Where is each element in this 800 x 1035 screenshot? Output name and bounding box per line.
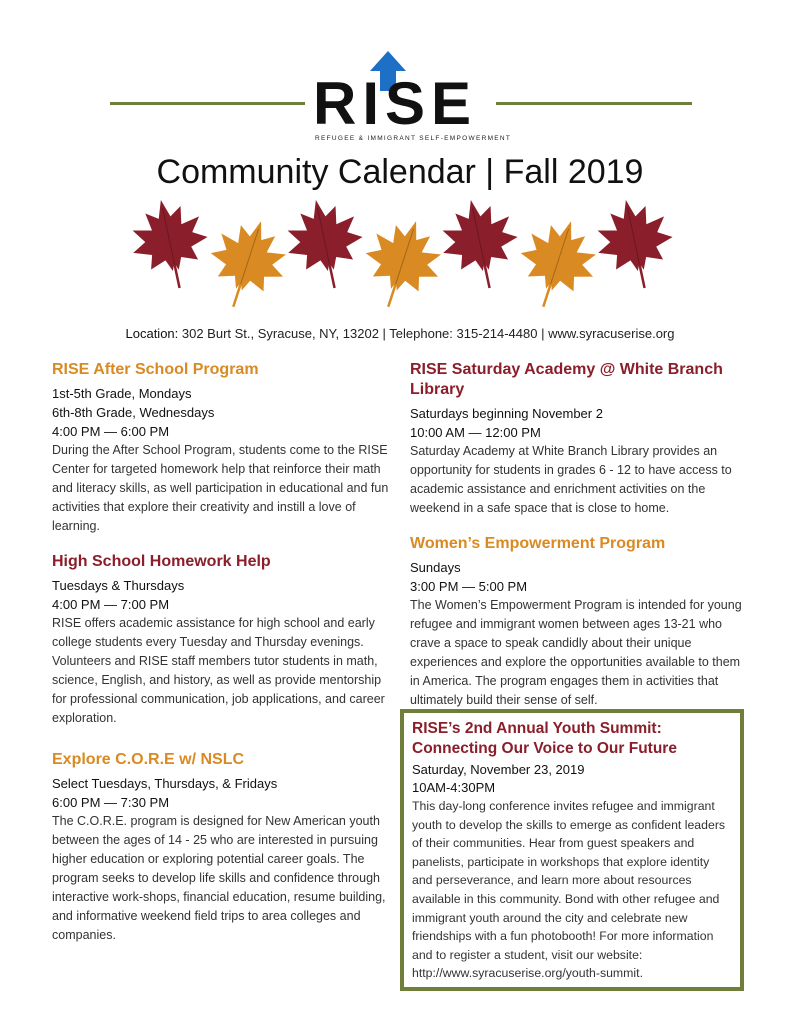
- program-title: RISE Saturday Academy @ White Branch Library: [410, 361, 723, 398]
- program-section: [410, 534, 750, 710]
- program-description: The Women’s Empowerment Program is intended for young refugee and immigrant women between ages 13-21 who crave a space to speak candidly about their unique experiences and explore the opportunities available to them in America. The program engages them in activities that ultimately build their sense of self.: [410, 598, 742, 707]
- orange-leaf-icon: [352, 209, 452, 315]
- left-column: [52, 360, 392, 961]
- program-meta: Select Tuesdays, Thursdays, & Fridays: [52, 776, 278, 791]
- program-section: [52, 360, 392, 536]
- page-header: [0, 0, 800, 191]
- location-text: 302 Burt St., Syracuse, NY, 13202 | Telephone: 315-214-4480 | www.syracuserise.org: [178, 326, 675, 341]
- program-meta: 3:00 PM — 5:00 PM: [410, 579, 528, 594]
- logo-letters: RISE: [313, 70, 478, 137]
- program-section: [52, 750, 392, 945]
- header-rule-right: [496, 102, 692, 105]
- contact-line: [0, 326, 800, 341]
- program-title: Explore C.O.R.E w/ NSLC: [52, 751, 245, 768]
- program-description: RISE offers academic assistance for high school and early college students every Tuesday and Thursday evenings. Volunteers and RISE staff members tutor students in math, science, English, and history, as well as provide mentorship for professional communication, job applications, and career exploration.: [52, 616, 385, 725]
- program-title: Women’s Empowerment Program: [410, 535, 666, 552]
- program-description: Saturday Academy at White Branch Library provides an opportunity for students in grades 6 - 12 to have access to academic assistance and enrichment activities on the weekend in a safe space that is close to home.: [410, 444, 732, 515]
- maroon-leaf-icon: [279, 195, 372, 296]
- header-rule-left: [110, 102, 305, 105]
- summit-date: Saturday, November 23, 2019: [412, 762, 585, 777]
- program-meta: 10:00 AM — 12:00 PM: [410, 425, 541, 440]
- logo-tagline: REFUGEE & IMMIGRANT SELF-EMPOWERMENT: [315, 135, 512, 142]
- program-meta: 6th-8th Grade, Wednesdays: [52, 405, 215, 420]
- orange-leaf-icon: [507, 209, 607, 315]
- maroon-leaf-icon: [130, 195, 217, 296]
- program-meta: Saturdays beginning November 2: [410, 406, 603, 421]
- program-meta: 6:00 PM — 7:30 PM: [52, 795, 170, 810]
- right-column: [410, 360, 750, 726]
- page-title: Community Calendar | Fall 2019: [156, 153, 644, 191]
- program-title: High School Homework Help: [52, 553, 271, 570]
- youth-summit-box: [400, 709, 744, 991]
- program-meta: Sundays: [410, 560, 461, 575]
- maroon-leaf-icon: [589, 195, 675, 296]
- maroon-leaf-icon: [434, 195, 527, 296]
- program-meta: 4:00 PM — 6:00 PM: [52, 424, 170, 439]
- summit-description: This day-long conference invites refugee and immigrant youth to develop the skills to emerge as confident leaders of their communities. Hear from guest speakers and panelists, participate in workshops that explore identity and perseverance, and learn more about resources available in this community. Bond with other refugee and immigrant youth around the city and celebrate new friendships with a fun photobooth! For more information and to register a student, visit our website: http://www.syracuserise.org/youth-summit.: [412, 799, 726, 981]
- rise-logo: [305, 45, 512, 145]
- summit-title: RISE’s 2nd Annual Youth Summit: Connecting Our Voice to Our Future: [412, 720, 677, 757]
- summit-time: 10AM-4:30PM: [412, 780, 496, 795]
- location-label: Location:: [125, 326, 179, 341]
- program-meta: 1st-5th Grade, Mondays: [52, 386, 192, 401]
- autumn-leaves-banner: [130, 195, 675, 315]
- program-section: [52, 552, 392, 728]
- orange-leaf-icon: [197, 209, 297, 315]
- program-meta: 4:00 PM — 7:00 PM: [52, 597, 170, 612]
- program-description: During the After School Program, students come to the RISE Center for targeted homework help that reinforce their math and literacy skills, as well participation in educational and fun activities that explore their creativity and instill a love of learning.: [52, 443, 389, 533]
- program-description: The C.O.R.E. program is designed for New American youth between the ages of 14 - 25 who are interested in pursuing higher education or exploring potential career goals. The program seeks to develop life skills and confidence through interactive work-shops, financial education, resume building, and informative weekend field trips to area colleges and companies.: [52, 814, 386, 942]
- program-title: RISE After School Program: [52, 361, 259, 378]
- logo-wordmark: [313, 69, 477, 138]
- program-meta: Tuesdays & Thursdays: [52, 578, 185, 593]
- program-section: [410, 360, 750, 518]
